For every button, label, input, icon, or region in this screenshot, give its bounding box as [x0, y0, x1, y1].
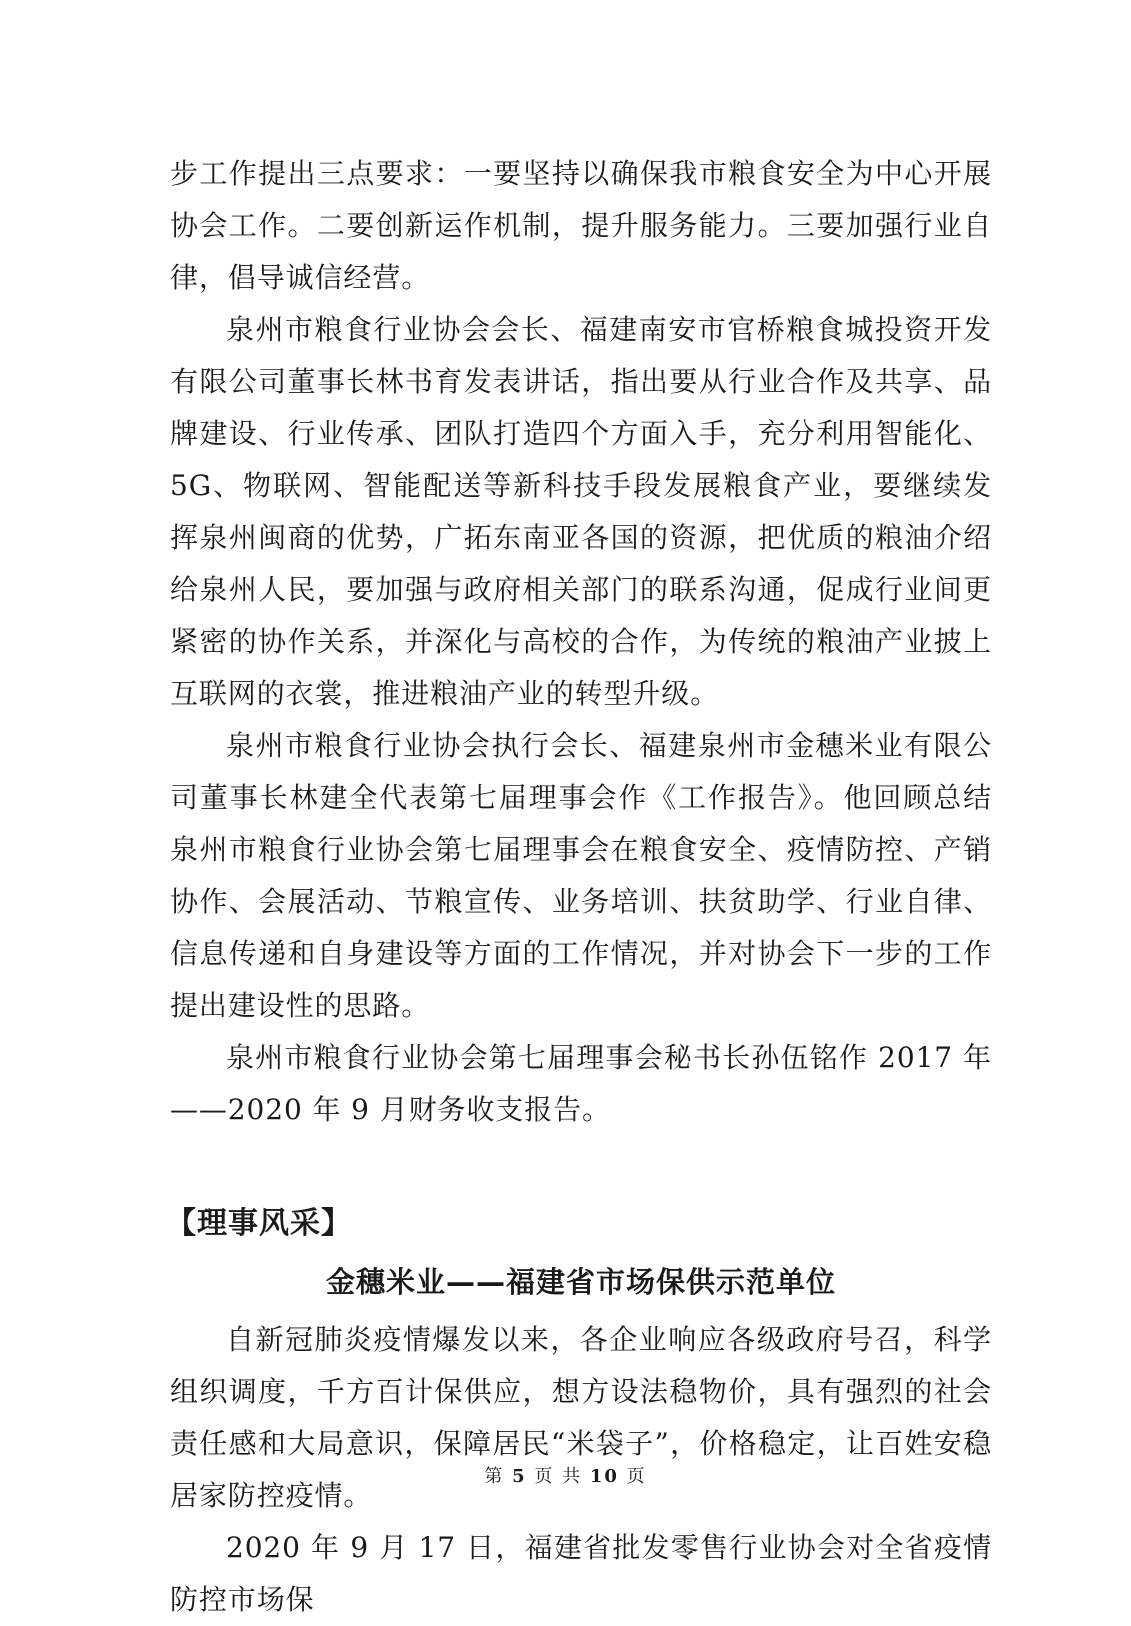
- paragraph-work-report: 泉州市粮食行业协会执行会长、福建泉州市金穗米业有限公司董事长林建全代表第七届理事会作《工作报告》。他回顾总结泉州市粮食行业协会第七届理事会在粮食安全、疫情防控、产销协作、会展活动、节粮宣传、业务培训、扶贫助学、行业自律、信息传递和自身建设等方面的工作情况，并对协会下一步的工作提出建设性的思路。: [170, 729, 992, 1022]
- footer-prefix: 第: [484, 1466, 505, 1487]
- paragraph-continuation: 步工作提出三点要求：一要坚持以确保我市粮食安全为中心开展协会工作。二要创新运作机制，提升服务能力。三要加强行业自律，倡导诚信经营。: [170, 157, 992, 294]
- paragraph-epidemic-supply: 自新冠肺炎疫情爆发以来，各企业响应各级政府号召，科学组织调度，千方百计保供应，想方设法稳物价，具有强烈的社会责任感和大局意识，保障居民“米袋子”，价格稳定，让百姓安稳居家防控疫情。: [170, 1323, 992, 1512]
- footer-suffix: 页: [626, 1466, 647, 1487]
- section-heading: 【理事风采】: [166, 1206, 352, 1241]
- paragraph-financial-report: 泉州市粮食行业协会第七届理事会秘书长孙伍铭作 2017 年——2020 年 9 月财务收支报告。: [170, 1041, 992, 1126]
- paragraph-lin-shuyu-speech: 泉州市粮食行业协会会长、福建南安市官桥粮食城投资开发有限公司董事长林书育发表讲话，指出要从行业合作及共享、品牌建设、行业传承、团队打造四个方面入手，充分利用智能化、5G、物联网、智能配送等新科技手段发展粮食产业，要继续发挥泉州闽商的优势，广拓东南亚各国的资源，把优质的粮油介绍给泉州人民，要加强与政府相关部门的联系沟通，促成行业间更紧密的协作关系，并深化与高校的合作，为传统的粮油产业披上互联网的衣裳，推进粮油产业的转型升级。: [170, 313, 992, 710]
- page-content: [166, 148, 992, 1626]
- footer-middle: 页 共: [534, 1466, 583, 1487]
- footer-current-page: 5: [512, 1466, 527, 1487]
- paragraph-award-date: 2020 年 9 月 17 日，福建省批发零售行业协会对全省疫情防控市场保: [170, 1531, 992, 1616]
- footer-total-pages: 10: [589, 1466, 619, 1487]
- article-title: 金穗米业——福建省市场保供示范单位: [325, 1265, 836, 1299]
- page-footer: [0, 1462, 1131, 1488]
